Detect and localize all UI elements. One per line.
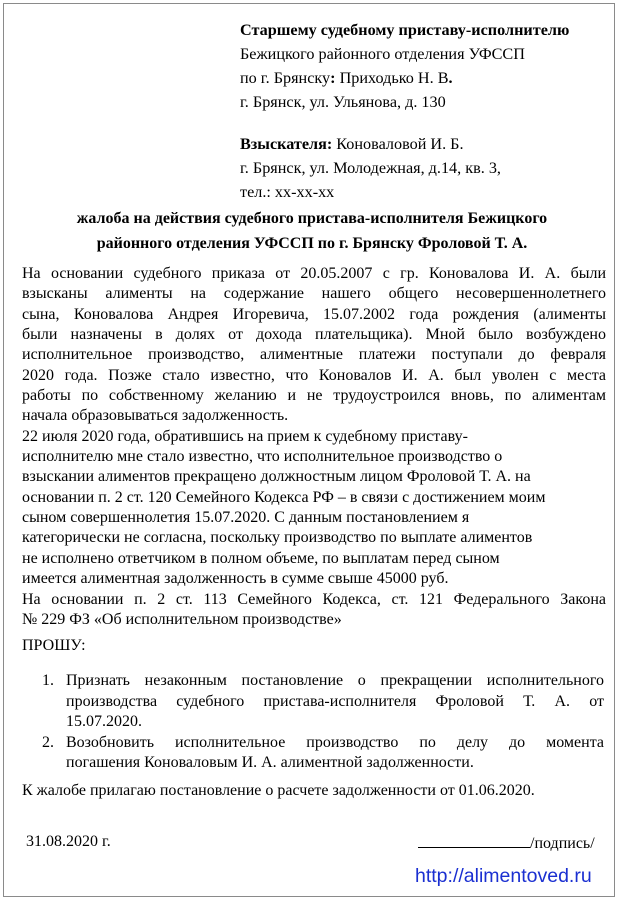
watermark-url: http://alimentoved.ru xyxy=(415,865,592,887)
list-item-number: 1. xyxy=(42,672,54,689)
recipient-title: Старшему судебному приставу-исполнителю xyxy=(240,21,570,39)
body-line: категорически не согласна, поскольку производство по выплате алиментов xyxy=(22,529,533,547)
body-line: На основании п. 2 ст. 113 Семейного Кодекса, ст. 121 Федерального Закона xyxy=(22,590,606,608)
claimant-label: Взыскателя: xyxy=(240,135,333,153)
signature-date: 31.08.2020 г. xyxy=(26,833,111,850)
body-line: были назначены в долях от дохода плательщика). Мной было возбуждено xyxy=(22,326,606,344)
complaint-body xyxy=(22,264,606,630)
body-line: взыскании алиментов прекращено должностным лицом Фроловой Т. А. на xyxy=(22,468,531,486)
recipient-line xyxy=(240,66,610,90)
recipient-department: Бежицкого районного отделения УФССП xyxy=(240,45,525,63)
list-item-number: 2. xyxy=(42,733,54,751)
list-item-line: производства судебного пристава-исполнителя Фроловой Т. А. от xyxy=(66,692,604,710)
recipient-colon: : xyxy=(330,69,336,87)
body-line: взысканы алименты на содержание нашего общего несовершеннолетнего xyxy=(22,285,606,303)
body-line: сына, Коновалова Андрея Игоревича, 15.07.2002 года рождения (алименты xyxy=(22,305,606,323)
body-line: начала образовываться задолженность. xyxy=(22,407,289,425)
recipient-name: Приходько Н. В xyxy=(335,69,449,87)
body-line: № 229 ФЗ «Об исполнительном производстве» xyxy=(22,610,342,628)
recipient-city: по г. Брянску xyxy=(240,69,331,87)
body-line: 22 июля 2020 года, обратившись на прием к судебному приставу- xyxy=(22,427,468,445)
body-line: 2020 года. Позже стало известно, что Коновалов И. А. был уволен с места xyxy=(22,366,606,384)
list-item-line: Возобновить исполнительное производство по делу до момента xyxy=(66,733,604,751)
body-line: основании п. 2 ст. 120 Семейного Кодекса РФ – в связи с достижением моим xyxy=(22,488,546,506)
document-page xyxy=(3,3,615,897)
claimant-phone: тел.: хх-хх-хх xyxy=(240,183,335,201)
list-item-line: Признать незаконным постановление о прекращении исполнительного xyxy=(66,672,604,689)
document-title xyxy=(22,206,602,256)
recipient-name-end: . xyxy=(448,69,453,87)
claimant-address: г. Брянск, ул. Молодежная, д.14, кв. 3, xyxy=(240,159,501,177)
claimant-name: Коноваловой И. Б. xyxy=(332,135,464,153)
request-list xyxy=(42,671,604,774)
signature-label: /подпись/ xyxy=(530,835,595,852)
title-line: районного отделения УФССП по г. Брянску Фроловой Т. А. xyxy=(96,235,528,252)
list-item xyxy=(42,733,604,774)
body-line: исполнителю мне стало известно, что исполнительное производство о xyxy=(22,448,503,466)
body-line: не исполнено ответчиком в полном объеме, по выплатам перед сыном xyxy=(22,549,500,567)
signature-field xyxy=(418,832,595,854)
list-item xyxy=(42,671,604,733)
request-label: ПРОШУ: xyxy=(22,637,86,654)
signature-line xyxy=(418,832,530,848)
recipient-address: г. Брянск, ул. Ульянова, д. 130 xyxy=(240,93,446,111)
body-line: На основании судебного приказа от 20.05.2007 с гр. Коновалова И. А. были xyxy=(22,265,606,282)
list-item-line: 15.07.2020. xyxy=(66,713,142,730)
title-line: жалоба на действия судебного пристава-исполнителя Бежицкого xyxy=(76,210,548,227)
body-line: имеется алиментная задолженность в сумме свыше 45000 руб. xyxy=(22,570,449,588)
body-line: работы по собственному желанию и не трудоустроился вновь, по алиментам xyxy=(22,387,606,405)
list-item-line: погашения Коноваловым И. А. алиментной задолженности. xyxy=(66,754,474,771)
claimant-line xyxy=(240,132,610,156)
attachment-note: К жалобе прилагаю постановление о расчете задолженности от 01.06.2020. xyxy=(22,782,535,799)
body-line: сыном совершеннолетия 15.07.2020. С данным постановлением я xyxy=(22,509,470,527)
body-line: исполнительное производство, алиментные платежи поступали до февраля xyxy=(22,346,606,364)
addressee-block xyxy=(240,18,610,204)
